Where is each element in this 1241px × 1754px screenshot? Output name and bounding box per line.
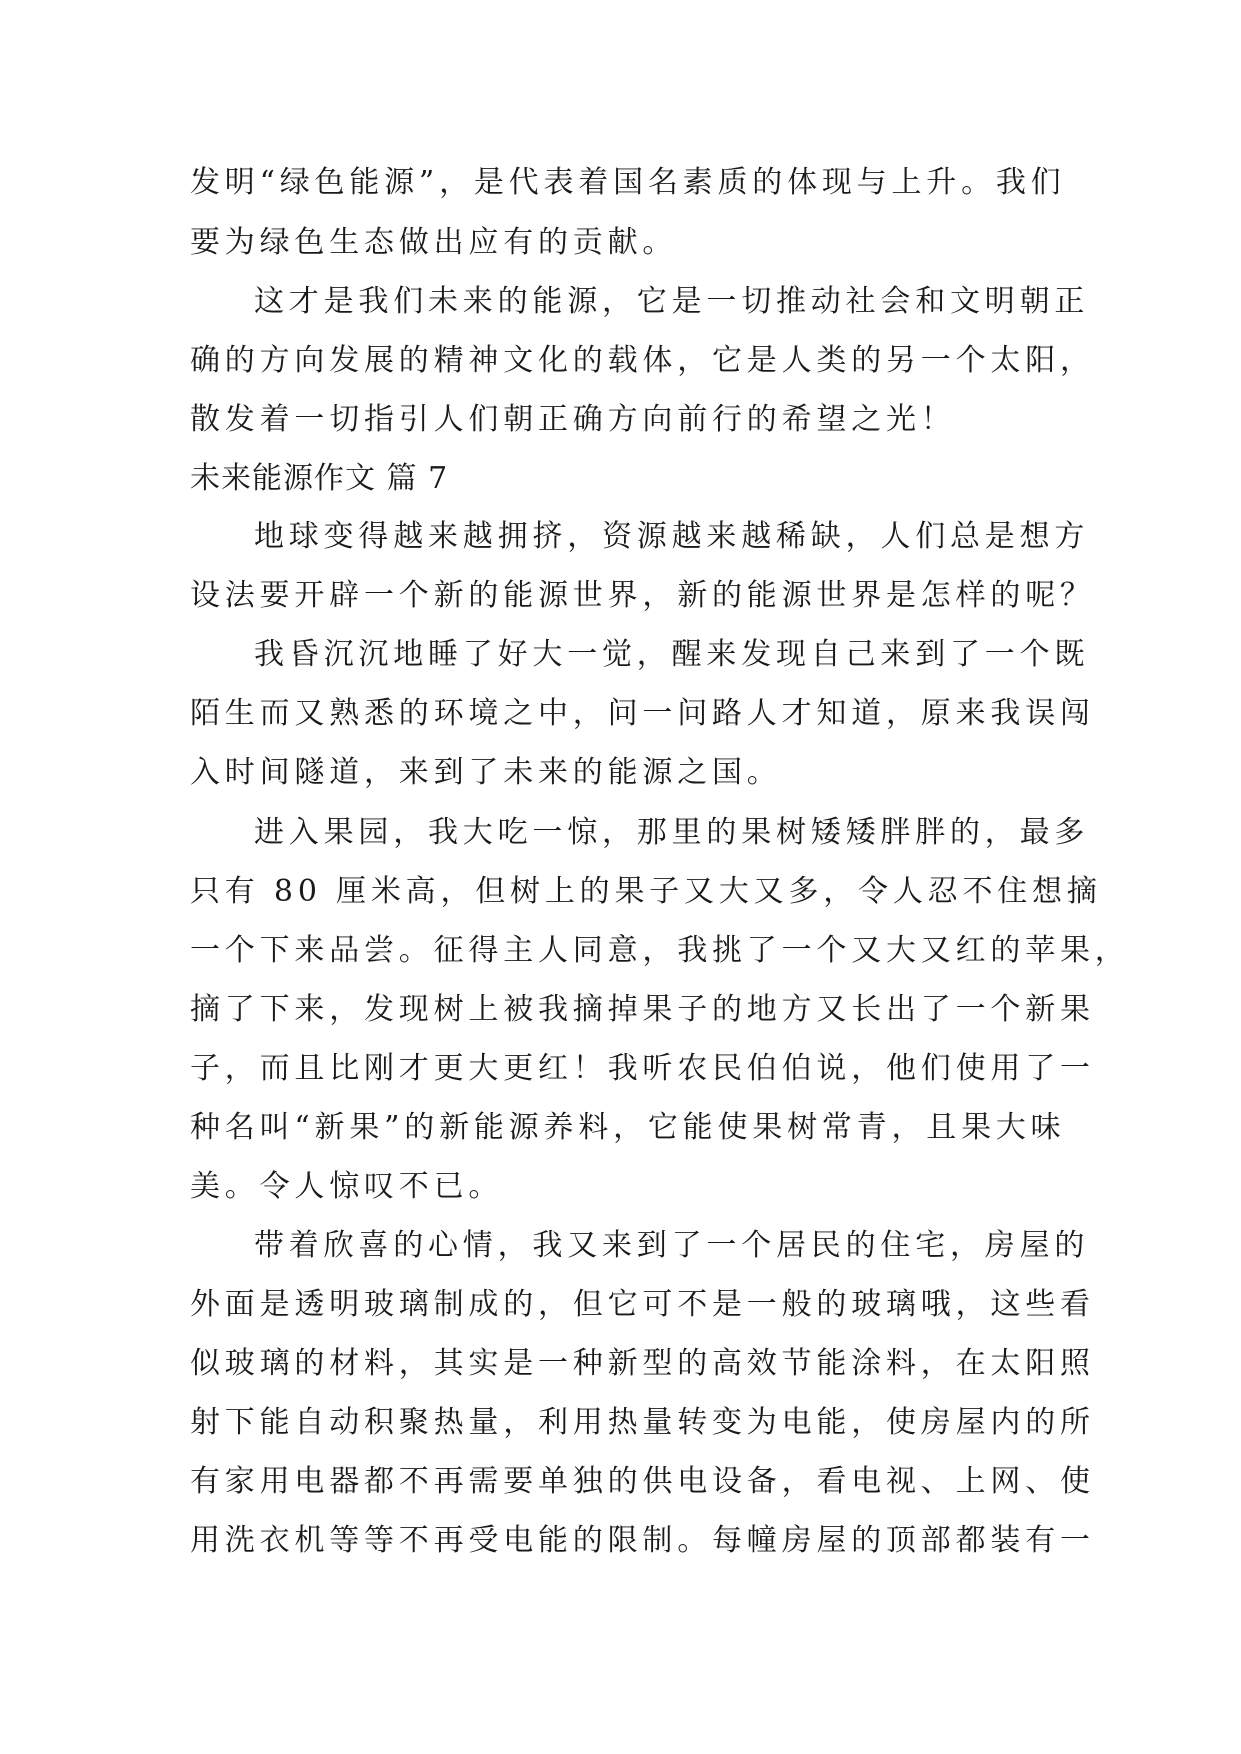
paragraph-line: 设法要开辟一个新的能源世界，新的能源世界是怎样的呢？ — [190, 578, 1095, 613]
section-heading: 未来能源作文 篇 7 — [190, 461, 449, 496]
paragraph-line: 射下能自动积聚热量，利用热量转变为电能，使房屋内的所 — [190, 1405, 1095, 1440]
paragraph-line: 摘了下来，发现树上被我摘掉果子的地方又长出了一个新果 — [190, 992, 1095, 1027]
paragraph-line: 用洗衣机等等不再受电能的限制。每幢房屋的顶部都装有一 — [190, 1523, 1095, 1558]
paragraph-line: 只有 80 厘米高，但树上的果子又大又多，令人忍不住想摘 — [190, 874, 1102, 909]
paragraph-line: 地球变得越来越拥挤，资源越来越稀缺，人们总是想方 — [254, 519, 1090, 554]
paragraph-line: 一个下来品尝。征得主人同意，我挑了一个又大又红的苹果， — [190, 933, 1130, 968]
paragraph-line: 我昏沉沉地睡了好大一觉，醒来发现自己来到了一个既 — [254, 637, 1090, 672]
paragraph-line: 似玻璃的材料，其实是一种新型的高效节能涂料，在太阳照 — [190, 1346, 1095, 1381]
paragraph-line: 子，而且比刚才更大更红！我听农民伯伯说，他们使用了一 — [190, 1051, 1095, 1086]
paragraph-line: 带着欣喜的心情，我又来到了一个居民的住宅，房屋的 — [254, 1228, 1090, 1263]
paragraph-line: 陌生而又熟悉的环境之中，问一问路人才知道，原来我误闯 — [190, 696, 1095, 731]
paragraph-line: 进入果园，我大吃一惊，那里的果树矮矮胖胖的，最多 — [254, 815, 1090, 850]
paragraph-line: 入时间隧道，来到了未来的能源之国。 — [190, 755, 782, 790]
paragraph-line: 要为绿色生态做出应有的贡献。 — [190, 225, 678, 260]
paragraph-line: 发明“绿色能源”，是代表着国名素质的体现与上升。我们 — [190, 165, 1066, 200]
paragraph-line: 散发着一切指引人们朝正确方向前行的希望之光！ — [190, 402, 956, 437]
paragraph-line: 美。令人惊叹不已。 — [190, 1169, 504, 1204]
paragraph-line: 确的方向发展的精神文化的载体，它是人类的另一个太阳， — [190, 343, 1095, 378]
paragraph-line: 有家用电器都不再需要单独的供电设备，看电视、上网、使 — [190, 1464, 1095, 1499]
paragraph-line: 这才是我们未来的能源，它是一切推动社会和文明朝正 — [254, 284, 1090, 319]
paragraph-line: 外面是透明玻璃制成的，但它可不是一般的玻璃哦，这些看 — [190, 1287, 1095, 1322]
paragraph-line: 种名叫“新果”的新能源养料，它能使果树常青，且果大味 — [190, 1110, 1066, 1145]
